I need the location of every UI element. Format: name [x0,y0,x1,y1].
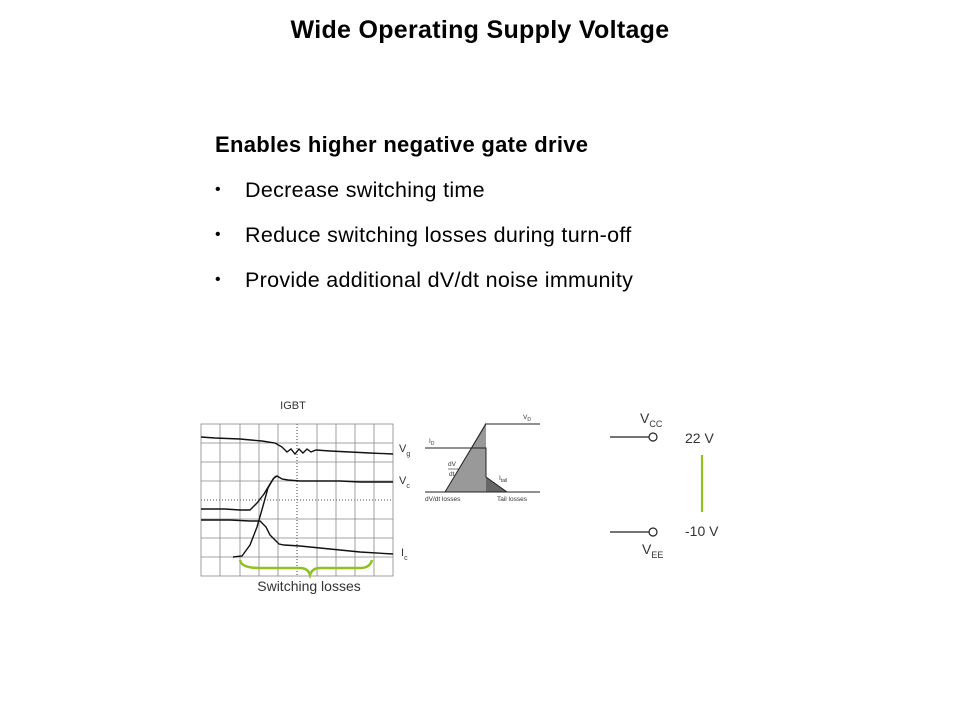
vc-label: $V_c$ [399,475,410,490]
oscilloscope-capture [201,400,410,594]
ic-rise-trace [233,476,276,557]
positive-supply-value: 22 V [685,430,714,446]
supply-voltage-schematic [610,410,719,560]
bullet-icon: • [215,271,221,288]
switching-losses-brace [240,560,372,575]
bullet-text: Reduce switching losses during turn-off [245,223,632,247]
bullet-icon: • [215,181,221,198]
vcc-terminal [649,433,657,441]
slide-title: Wide Operating Supply Voltage [290,16,670,44]
ic-trace [201,520,393,554]
vd-label: $V_D$ [523,414,531,423]
section-heading: Enables higher negative gate drive [215,132,589,157]
dvdt-denominator: dt [449,471,455,478]
ic-label: $I_c$ [401,547,408,562]
vee-label: $V_{EE}$ [642,541,664,560]
tail-losses-label: Tail losses [497,496,527,503]
vee-terminal [649,528,657,536]
id-label: $I_D$ [429,438,435,447]
switching-waveform-diagram [425,414,540,503]
negative-supply-value: -10 V [685,523,719,539]
scope-grid [201,424,393,576]
vcc-label: $V_{CC}$ [640,410,663,429]
bullet-icon: • [215,226,221,243]
vg-label: $V_g$ [399,443,411,458]
bullet-text: Decrease switching time [245,178,485,202]
dvdt-losses-label: dV/dt losses [425,496,461,503]
switching-losses-caption: Switching losses [257,578,361,594]
bullet-text: Provide additional dV/dt noise immunity [245,268,634,292]
dvdt-numerator: dV [448,461,456,468]
scope-title: IGBT [280,400,306,412]
itail-label: $I_{tail}$ [499,475,508,484]
